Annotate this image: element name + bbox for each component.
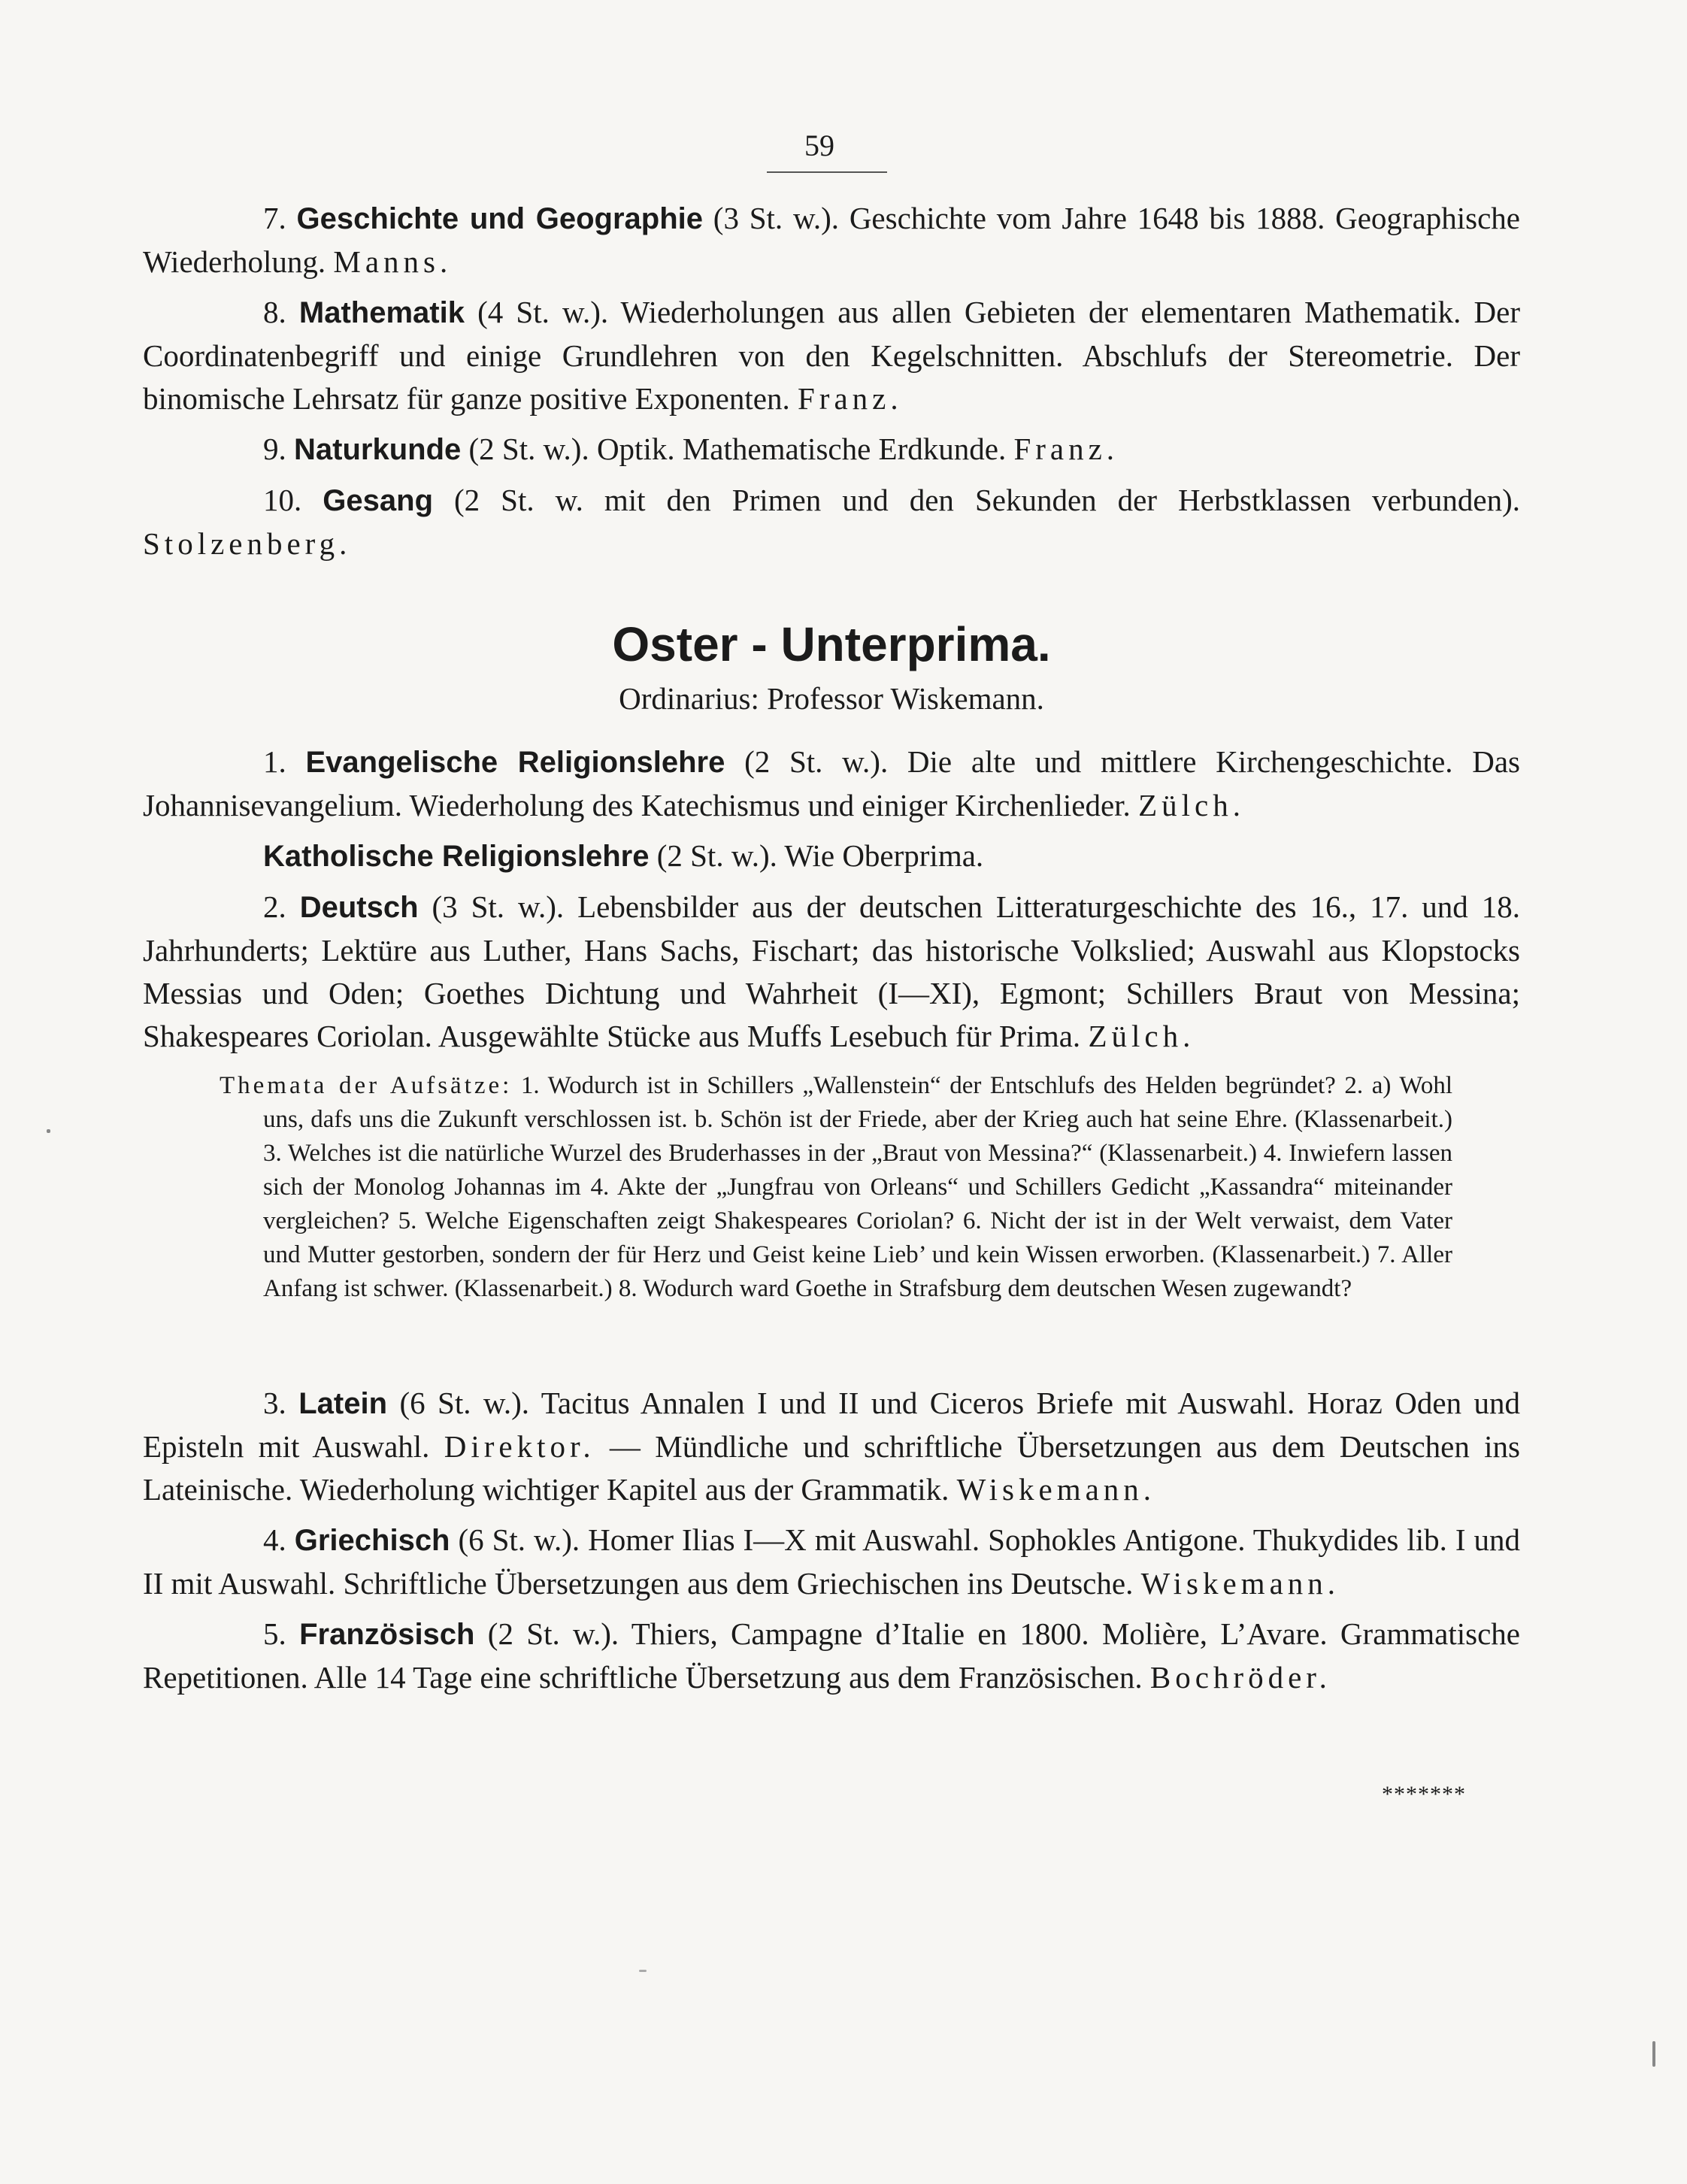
- item-text: (2 St. w.). Die alte und mittlere Kirchengeschichte. Das Johannisevangelium. Wiederholung des Katechismus und einiger Kirchenlieder.: [143, 744, 1520, 822]
- item-number: 3.: [263, 1386, 286, 1420]
- scan-speck: [47, 1129, 50, 1133]
- teacher-name: Stolzenberg.: [143, 526, 352, 561]
- subject-title: Gesang: [323, 484, 433, 517]
- item-3: [143, 1382, 1520, 1511]
- item-katholisch: [143, 835, 1520, 878]
- item-9: [143, 428, 1520, 471]
- subject-title: Französisch: [299, 1618, 475, 1651]
- section-heading: Oster - Unterprima.: [612, 617, 1051, 671]
- item-text: (2 St. w.). Thiers, Campagne d’Italie en 1800. Molière, L’Avare. Grammatische Repetitionen. Alle 14 Tage eine schriftliche Übersetzung aus dem Französischen.: [143, 1616, 1521, 1695]
- item-4: [143, 1519, 1520, 1605]
- item-number: 8.: [263, 295, 286, 329]
- subject-title: Geschichte und Geographie: [296, 202, 704, 235]
- subject-title: Griechisch: [294, 1524, 450, 1557]
- scan-speck: [639, 1970, 647, 1972]
- teacher-name: Franz.: [797, 381, 903, 416]
- teacher-name: Franz.: [1013, 432, 1119, 466]
- subject-title: Evangelische Religionslehre: [305, 746, 725, 779]
- teacher-name: Direktor.: [444, 1429, 595, 1464]
- item-number: 2.: [263, 889, 286, 924]
- item-10: [143, 479, 1520, 565]
- item-7: [143, 197, 1520, 283]
- section-items-block: [143, 741, 1520, 1065]
- teacher-name: Zülch.: [1138, 788, 1245, 822]
- teacher-name: Zülch.: [1088, 1019, 1195, 1053]
- item-text: — Mündliche und schriftliche Übersetzungen aus dem Deutschen ins Lateinische. Wiederholung wichtiger Kapitel aus der Grammatik.: [143, 1429, 1521, 1507]
- subject-title: Naturkunde: [294, 433, 462, 466]
- item-text: (3 St. w.). Geschichte vom Jahre 1648 bis 1888. Geographische Wiederholung.: [143, 201, 1521, 279]
- subject-title: Latein: [298, 1387, 387, 1420]
- page-number-rule: [767, 171, 887, 173]
- teacher-name: Bochröder.: [1149, 1660, 1331, 1695]
- item-text: (6 St. w.). Tacitus Annalen I und II und Ciceros Briefe mit Auswahl. Horaz Oden und Episteln mit Auswahl.: [143, 1386, 1521, 1464]
- item-number: 9.: [263, 432, 286, 466]
- later-items-block: [143, 1382, 1520, 1707]
- item-text: (4 St. w.). Wiederholungen aus allen Gebieten der elementaren Mathematik. Der Coordinatenbegriff und einige Grundlehren von den Kegelschnitten. Abschlufs der Stereometrie. Der binomische Lehrsatz für ganze positive Exponenten.: [143, 295, 1520, 416]
- item-number: 5.: [263, 1616, 286, 1651]
- teacher-name: Wiskemann.: [1140, 1566, 1340, 1601]
- teacher-name: Wiskemann.: [956, 1472, 1156, 1507]
- page-number: 59: [804, 129, 834, 162]
- end-mark: *******: [1382, 1782, 1466, 1807]
- item-text: (3 St. w.). Lebensbilder aus der deutschen Litteraturgeschichte des 16., 17. und 18. Jahrhunderts; Lektüre aus Luther, Hans Sachs, Fischart; das historische Volkslied; Auswahl aus Klopstocks Messias und Oden; Goethes Dichtung und Wahrheit (I—XI), Egmont; Schillers Braut von Messina; Shakespeares Coriolan. Ausgewählte Stücke aus Muffs Lesebuch für Prima.: [143, 889, 1521, 1053]
- item-number: 4.: [263, 1522, 286, 1557]
- themata-lead: Themata der Aufsätze:: [220, 1072, 513, 1099]
- teacher-name: Manns.: [333, 244, 453, 279]
- subject-title: Deutsch: [299, 891, 419, 924]
- item-text: (6 St. w.). Homer Ilias I—X mit Auswahl. Sophokles Antigone. Thukydides lib. I und II mit Auswahl. Schriftliche Übersetzungen aus dem Griechischen ins Deutsche.: [143, 1522, 1521, 1601]
- item-text: (2 St. w.). Optik. Mathematische Erdkunde.: [461, 432, 1014, 466]
- subject-title: Katholische Religionslehre: [263, 840, 650, 873]
- item-1: [143, 741, 1520, 827]
- subject-title: Mathematik: [298, 296, 465, 329]
- scan-speck: [1652, 2041, 1655, 2067]
- item-number: 1.: [263, 744, 286, 779]
- top-items-block: [143, 197, 1520, 573]
- item-5: [143, 1613, 1520, 1699]
- item-text: (2 St. w. mit den Primen und den Sekunden der Herbstklassen verbunden).: [433, 483, 1521, 517]
- item-text: (2 St. w.). Wie Oberprima.: [649, 838, 984, 873]
- ordinarius-line: Ordinarius: Professor Wiskemann.: [619, 681, 1044, 716]
- item-number: 7.: [263, 201, 286, 235]
- item-8: [143, 291, 1520, 420]
- themata-text: 1. Wodurch ist in Schillers „Wallenstein“ der Entschlufs des Helden begründet? 2. a) Wohl uns, dafs uns die Zukunft verschlossen ist. b. Schön ist der Friede, aber der Krieg auch hat seine Ehre. (Klassenarbeit.) 3. Welches ist die natürliche Wurzel des Bruderhasses in der „Braut von Messina?“ (Klassenarbeit.) 4. Inwiefern lassen sich der Monolog Johannas im 4. Akte der „Jungfrau von Orleans“ und Schillers Gedicht „Kassandra“ miteinander vergleichen? 5. Welche Eigenschaften zeigt Shakespeares Coriolan? 6. Nicht der ist in der Welt verwaist, dem Vater und Mutter gestorben, sondern der für Herz und Geist keine Lieb’ und kein Wissen erworben. (Klassenarbeit.) 7. Aller Anfang ist schwer. (Klassenarbeit.) 8. Wodurch ward Goethe in Strafsburg dem deutschen Wesen zugewandt?: [263, 1072, 1452, 1302]
- item-2: [143, 886, 1520, 1058]
- themata-block: [220, 1069, 1452, 1306]
- item-number: 10.: [263, 483, 302, 517]
